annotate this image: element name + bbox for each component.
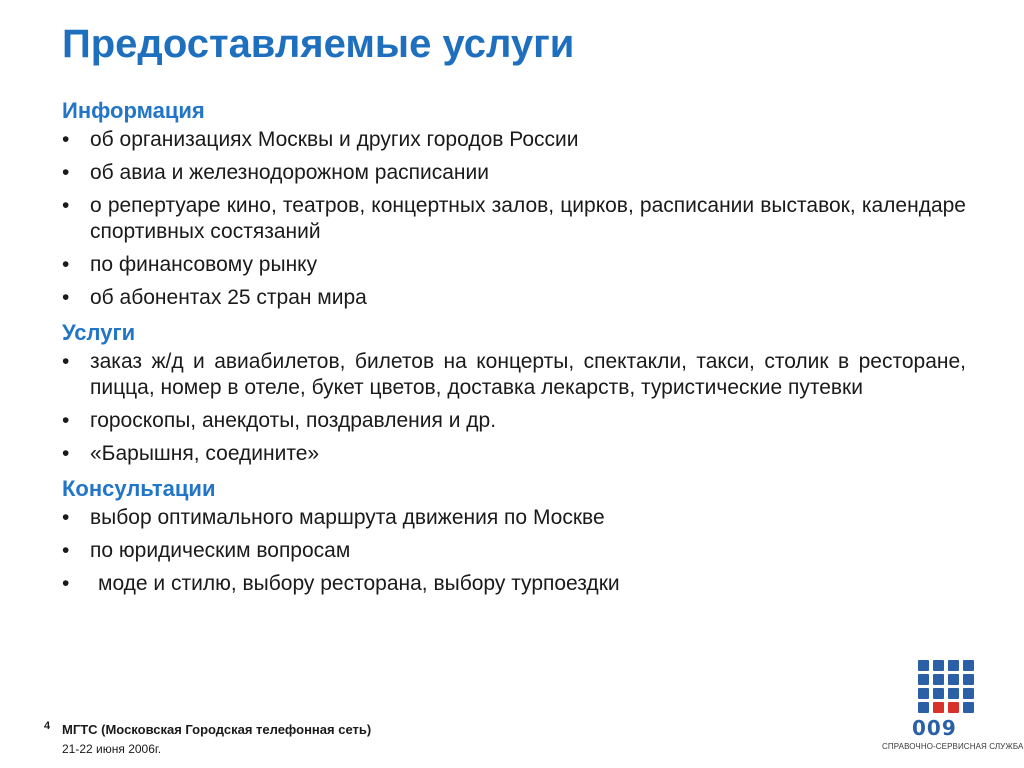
- bullet-icon: •: [62, 442, 70, 465]
- logo-cell: [933, 660, 944, 671]
- bullet-icon: •: [62, 572, 70, 595]
- logo-cell: [918, 702, 929, 713]
- list-item: • выбор оптимального маршрута движения по Москве: [62, 506, 605, 529]
- list-item: • о репертуаре кино, театров, концертных залов, цирков, расписании выставок, календаре спортивных состязаний: [62, 194, 966, 243]
- logo-caption: СПРАВОЧНО-СЕРВИСНАЯ СЛУЖБА: [882, 742, 1024, 751]
- logo-cell: [948, 674, 959, 685]
- logo-cell: [963, 702, 974, 713]
- list-item: • по финансовому рынку: [62, 253, 318, 276]
- logo-cell: [933, 674, 944, 685]
- section-heading-information: Информация: [62, 98, 205, 123]
- list-item: • заказ ж/д и авиабилетов, билетов на концерты, спектакли, такси, столик в ресторане, пицца, номер в отеле, букет цветов, доставка лекарств, туристические путевки: [62, 350, 966, 399]
- bullet-icon: •: [62, 128, 70, 151]
- bullet-icon: •: [62, 161, 70, 184]
- footer-date: 21-22 июня 2006г.: [62, 742, 162, 756]
- services-list: [62, 349, 966, 467]
- logo-cell: [963, 674, 974, 685]
- logo-cell: [963, 688, 974, 699]
- bullet-icon: •: [62, 350, 70, 373]
- list-item: • «Барышня, соедините»: [62, 442, 320, 465]
- logo-text: 009: [912, 716, 957, 740]
- logo-grid-icon: [918, 660, 974, 716]
- list-item: • по юридическим вопросам: [62, 539, 351, 562]
- logo-cell-accent: [933, 702, 944, 713]
- bullet-icon: •: [62, 506, 70, 529]
- bullet-icon: •: [62, 194, 70, 217]
- logo-cell-accent: [948, 702, 959, 713]
- list-item: • моде и стилю, выбору ресторана, выбору турпоездки: [62, 572, 620, 595]
- list-item: • об организациях Москвы и других городов России: [62, 128, 579, 151]
- bullet-icon: •: [62, 253, 70, 276]
- slide-content: [62, 96, 966, 604]
- logo-cell: [948, 688, 959, 699]
- bullet-icon: •: [62, 286, 70, 309]
- information-list: [62, 127, 966, 311]
- list-item: • об абонентах 25 стран мира: [62, 286, 367, 309]
- page-number: 4: [44, 720, 51, 732]
- consultations-list: [62, 505, 966, 597]
- company-logo: [882, 658, 1024, 758]
- logo-cell: [918, 674, 929, 685]
- logo-cell: [933, 688, 944, 699]
- list-item: • гороскопы, анекдоты, поздравления и др.: [62, 409, 497, 432]
- list-item: • об авиа и железнодорожном расписании: [62, 161, 489, 184]
- logo-cell: [918, 660, 929, 671]
- bullet-icon: •: [62, 539, 70, 562]
- section-heading-services: Услуги: [62, 320, 136, 345]
- slide-title: Предоставляемые услуги: [62, 22, 575, 66]
- logo-cell: [948, 660, 959, 671]
- section-heading-consultations: Консультации: [62, 476, 216, 501]
- bullet-icon: •: [62, 409, 70, 432]
- logo-cell: [918, 688, 929, 699]
- logo-cell: [963, 660, 974, 671]
- footer-company: МГТС (Московская Городская телефонная сеть): [62, 722, 372, 737]
